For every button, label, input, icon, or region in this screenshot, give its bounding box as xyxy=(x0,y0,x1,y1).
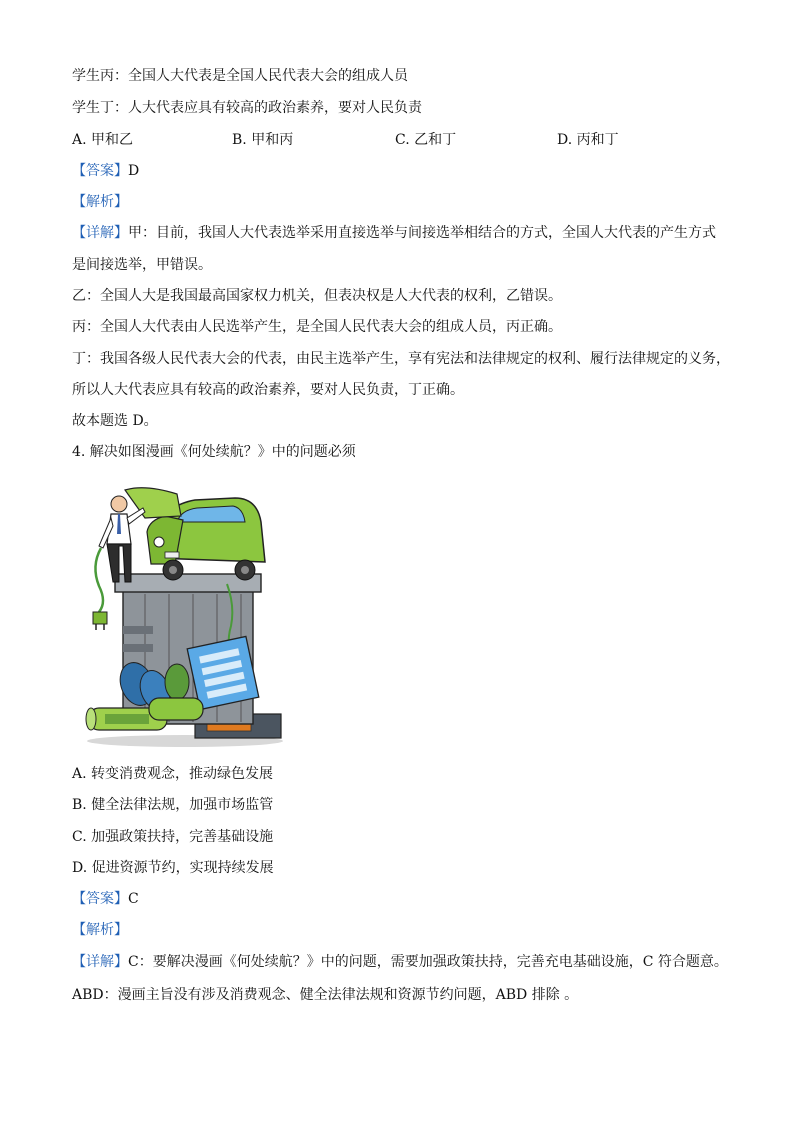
q3-answer xyxy=(72,161,139,181)
cartoon-illustration xyxy=(85,486,285,748)
charging-plug-icon xyxy=(93,548,107,630)
q3-option-a: A. 甲和乙 xyxy=(72,132,134,148)
q3-option-b: B. 甲和丙 xyxy=(232,132,294,148)
q4-detail-1: 【详解】C：要解决漫画《何处续航？》中的问题，需要加强政策扶持，完善充电基础设施，C 符合题意。 xyxy=(72,954,728,970)
q3-conclusion: 故本题选 D。 xyxy=(72,413,158,429)
q3-detail-3: 丙：全国人大代表由人民选举产生，是全国人民代表大会的组成人员，丙正确。 xyxy=(72,319,562,335)
student-d-line: 学生丁：人大代表应具有较高的政治素养，要对人民负责 xyxy=(72,100,422,116)
q3-detail-2: 乙：全国人大是我国最高国家权力机关，但表决权是人大代表的权利，乙错误。 xyxy=(72,288,562,304)
q4-question: 4. 解决如图漫画《何处续航？》中的问题必须 xyxy=(72,444,356,460)
q3-options xyxy=(72,130,722,150)
q3-detail-4b: 所以人大代表应具有较高的政治素养，要对人民负责，丁正确。 xyxy=(72,382,464,398)
q3-detail-4a: 丁：我国各级人民代表大会的代表，由民主选举产生，享有宪法和法律规定的权利、履行法律规定的义务， xyxy=(72,351,730,367)
detail-label: 【详解】 xyxy=(72,225,128,241)
q3-detail-1b: 是间接选举，甲错误。 xyxy=(72,257,212,273)
q4-analysis-label: 【解析】 xyxy=(72,922,128,938)
answer-value: D xyxy=(128,163,140,179)
q3-detail-1a: 【详解】甲：目前，我国人大代表选举采用直接选举与间接选举相结合的方式，全国人大代表的产生方式 xyxy=(72,225,716,241)
q4-option-a: A. 转变消费观念，推动绿色发展 xyxy=(72,766,274,782)
q4-detail-2: ABD：漫画主旨没有涉及消费观念、健全法律法规和资源节约问题，ABD 排除 。 xyxy=(72,987,579,1003)
q4-answer: 【答案】C xyxy=(72,891,139,907)
green-car xyxy=(125,488,265,580)
q3-analysis-label: 【解析】 xyxy=(72,194,128,210)
q3-option-d: D. 丙和丁 xyxy=(557,132,619,148)
q4-option-c: C. 加强政策扶持，完善基础设施 xyxy=(72,829,274,845)
q4-option-b: B. 健全法律法规，加强市场监管 xyxy=(72,797,274,813)
answer-label: 【答案】 xyxy=(72,163,128,179)
q3-option-c: C. 乙和丁 xyxy=(395,132,457,148)
student-c-line: 学生丙：全国人大代表是全国人民代表大会的组成人员 xyxy=(72,68,408,84)
q4-option-d: D. 促进资源节约，实现持续发展 xyxy=(72,860,274,876)
